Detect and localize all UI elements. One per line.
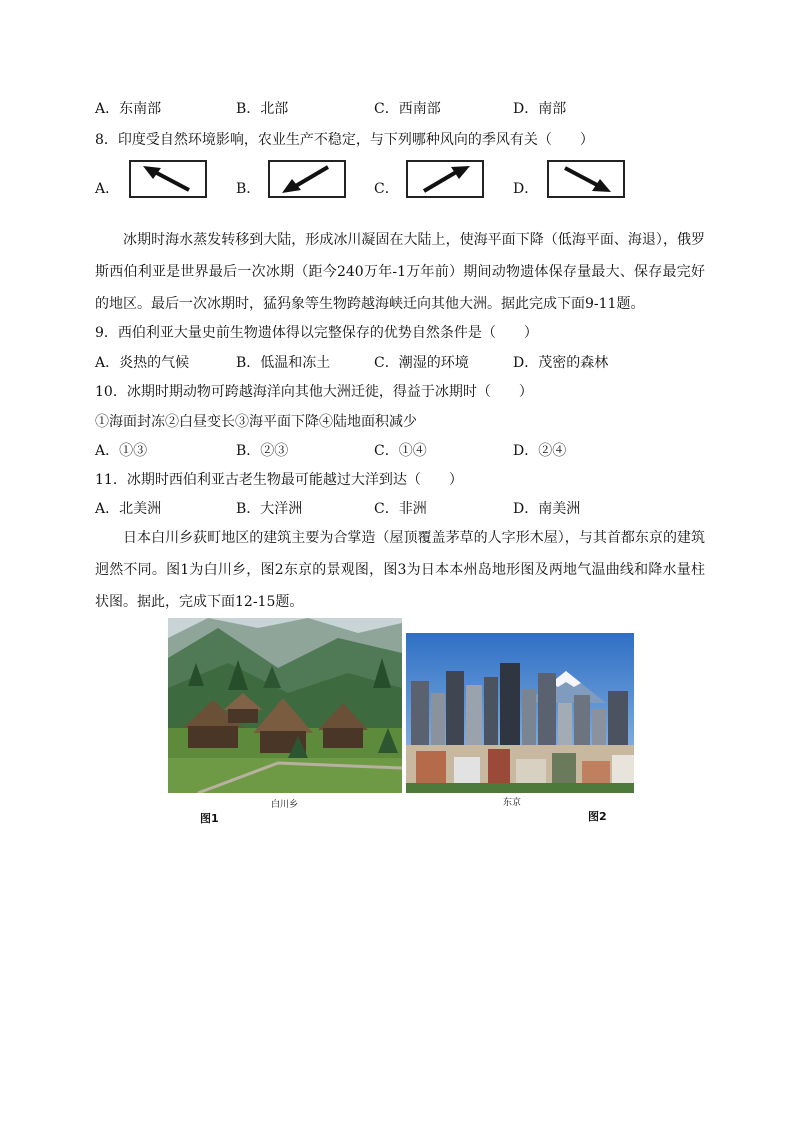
arrow-southwest-icon [268,160,346,198]
q10-option-c: C．①④ [374,443,427,459]
q7-option-b: B．北部 [236,101,289,117]
q8-option-b-letter: B． [236,181,261,197]
q11-option-c: C．非洲 [374,501,427,517]
q9-option-a: A．炎热的气候 [95,355,190,371]
q7-option-c: C．西南部 [374,101,441,117]
q9-option-b: B．低温和冻土 [236,355,331,371]
q10-statements: ①海面封冻②白昼变长③海平面下降④陆地面积减少 [95,414,417,430]
figure1-caption: 白川乡 [271,800,299,810]
arrow-northeast-icon [406,160,484,198]
q7-option-a: A．东南部 [95,101,162,117]
q10-option-a: A．①③ [95,443,148,459]
q11-stem: 11．冰期时西伯利亚古老生物最可能越过大洋到达（ ） [95,472,463,488]
q10-option-d: D．②④ [513,443,567,459]
photo-tokyo [406,633,634,793]
figure2-label: 图2 [588,810,607,823]
q10-option-b: B．②③ [236,443,289,459]
passage-japan: 日本白川乡荻町地区的建筑主要为合掌造（屋顶覆盖茅草的人字形木屋），与其首都东京的建筑迥然不同。图1为白川乡，图2东京的景观图，图3为日本本州岛地形图及两地气温曲线和降水量柱状图。据此，完成下面12-15题。 [95,530,705,610]
figure2-caption: 东京 [503,798,522,808]
q8-option-a-letter: A． [95,181,120,197]
q7-option-d: D．南部 [513,101,567,117]
q11-option-a: A．北美洲 [95,501,162,517]
q8-option-d-letter: D． [513,181,539,197]
passage-ice-age: 冰期时海水蒸发转移到大陆，形成冰川凝固在大陆上，使海平面下降（低海平面、海退），俄罗斯西伯利亚是世界最后一次冰期（距今240万年-1万年前）期间动物遗体保存量最大、保存最完好的地区。最后一次冰期时，猛犸象等生物跨越海峡迁向其他大洲。据此完成下面9-11题。 [95,232,705,312]
q8-option-c-letter: C． [374,181,399,197]
arrow-northwest-icon [129,160,207,198]
arrow-southeast-icon [547,160,625,198]
q9-option-d: D．茂密的森林 [513,355,609,371]
q9-option-c: C．潮湿的环境 [374,355,469,371]
q11-option-d: D．南美洲 [513,501,581,517]
q11-option-b: B．大洋洲 [236,501,303,517]
figure1-label: 图1 [200,812,219,825]
q8-stem: 8．印度受自然环境影响，农业生产不稳定，与下列哪种风向的季风有关（ ） [95,132,594,148]
q10-stem: 10．冰期时期动物可跨越海洋向其他大洲迁徙，得益于冰期时（ ） [95,384,533,400]
q9-stem: 9．西伯利亚大量史前生物遗体得以完整保存的优势自然条件是（ ） [95,325,538,341]
photo-shirakawa [168,618,402,793]
